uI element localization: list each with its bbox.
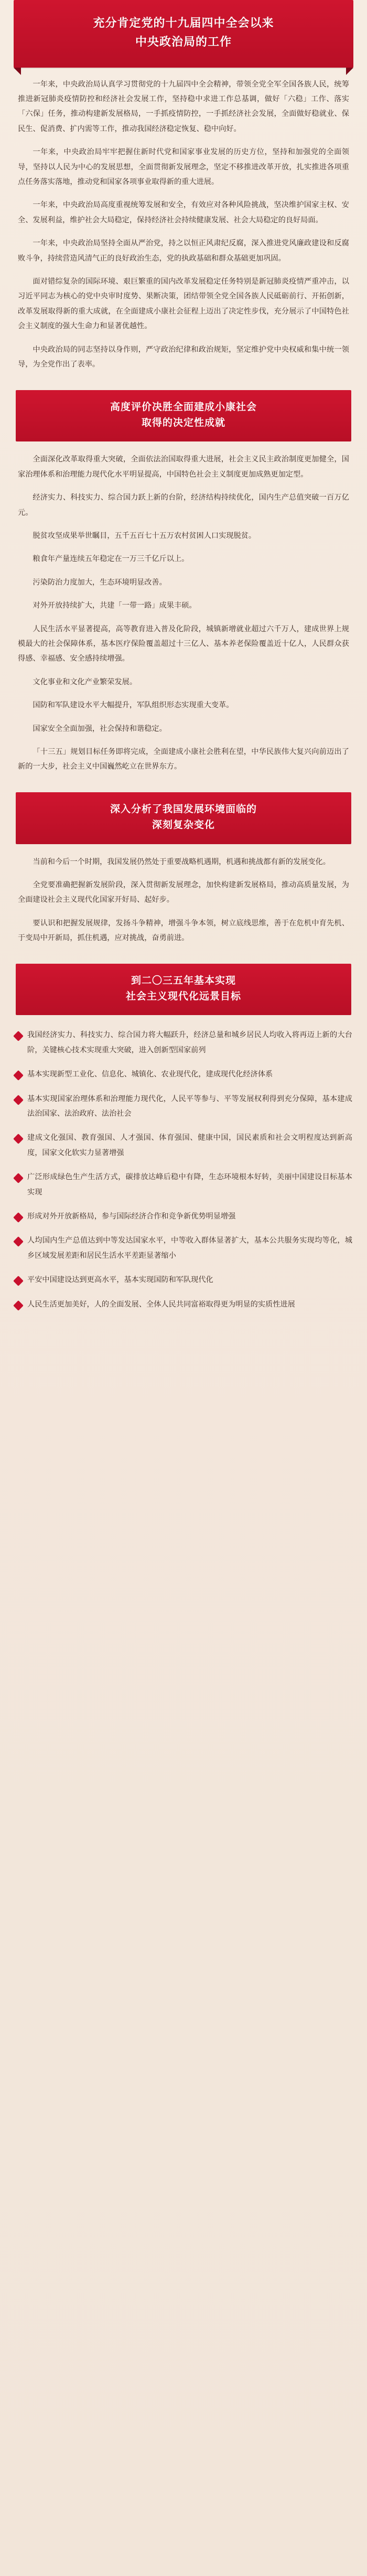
paragraph: 粮食年产量连续五年稳定在一万三千亿斤以上。: [33, 555, 189, 564]
section-title-line-2: 深刻复杂变化: [152, 820, 215, 831]
paragraph: 对外开放持续扩大，共建「一带一路」成果丰硕。: [33, 601, 197, 610]
list-item-label: 基本实现国家治理体系和治理能力现代化，人民平等参与、平等发展权利得到充分保障，基本建成法治国家、法治政府、法治社会: [27, 1094, 352, 1118]
paragraph: 经济实力、科技实力、综合国力跃上新的台阶，经济结构持续优化，国内生产总值突破一百万亿元。: [18, 493, 349, 517]
paragraph: 一年来，中央政治局高度重视统筹发展和安全，有效应对各种风险挑战，坚决维护国家主权、安全、发展利益，维护社会大局稳定，保持经济社会持续健康发展、社会大局稳定的良好局面。: [18, 201, 349, 224]
ribbon-notch-left-icon: [14, 68, 21, 75]
list-item: [15, 1170, 352, 1200]
diamond-bullet-icon: [13, 1300, 24, 1311]
list-item-label: 形成对外开放新格局，参与国际经济合作和竞争新优势明显增强: [27, 1212, 236, 1221]
page-title-line-2: 中央政治局的工作: [135, 35, 232, 49]
section-title-line-1: 到二〇三五年基本实现: [131, 975, 236, 986]
list-item-label: 人民生活更加美好，人的全面发展、全体人民共同富裕取得更为明显的实质性进展: [27, 1300, 295, 1309]
section-title-line-1: 深入分析了我国发展环境面临的: [110, 803, 257, 815]
paragraph: 全面深化改革取得重大突破，全面依法治国取得重大进展，社会主义民主政治制度更加健全，国家治理体系和治理能力现代化水平明显提高，中国特色社会主义制度更加成熟更加定型。: [18, 455, 349, 479]
section-header-goals-2035: [16, 964, 351, 1016]
paragraph: 污染防治力度加大，生态环境明显改善。: [33, 578, 167, 587]
paragraph: 一年来，中央政治局认真学习贯彻党的十九届四中全会精神，带领全党全军全国各族人民，统筹推进新冠肺炎疫情防控和经济社会发展工作，坚持稳中求进工作总基调，做好「六稳」工作、落实「六保」任务，推动构建新发展格局，一手抓疫情防控，一手抓经济社会发展，全面做好稳就业、保民生、促消费、扩内需等工作，推动我国经济稳定恢复、稳中向好。: [18, 80, 349, 133]
page-title-line-1: 充分肯定党的十九届四中全会以来: [93, 16, 274, 29]
list-item: [15, 1233, 352, 1263]
section-title-line-2: 社会主义现代化远景目标: [125, 990, 241, 1002]
paragraph: 「十三五」规划目标任务即将完成，全面建成小康社会胜利在望，中华民族伟大复兴向前迈出了新的一大步，社会主义中国巍然屹立在世界东方。: [18, 747, 349, 771]
page-banner: [0, 0, 367, 68]
list-item-label: 广泛形成绿色生产生活方式，碳排放达峰后稳中有降，生态环境根本好转，美丽中国建设目标基本实现: [27, 1173, 352, 1197]
list-item: [15, 1028, 352, 1058]
paragraph: 文化事业和文化产业繁荣发展。: [33, 677, 137, 686]
list-item: [15, 1092, 352, 1122]
diamond-bullet-icon: [13, 1237, 24, 1247]
intro-section: [0, 77, 367, 372]
list-item-label: 我国经济实力、科技实力、综合国力将大幅跃升，经济总量和城乡居民人均收入将再迈上新的大台阶，关键核心技术实现重大突破，进入创新型国家前列: [27, 1031, 352, 1054]
paragraph: 人民生活水平显著提高，高等教育进入普及化阶段，城镇新增就业超过六千万人，建成世界上规模最大的社会保障体系，基本医疗保险覆盖超过十三亿人、基本养老保险覆盖近十亿人，人民群众获得感、幸福感、安全感持续增强。: [18, 624, 349, 663]
diamond-bullet-icon: [13, 1070, 24, 1081]
diamond-bullet-icon: [13, 1031, 24, 1041]
goals-list: [0, 1026, 367, 1312]
list-item: [15, 1067, 352, 1082]
section-title-line-1: 高度评价决胜全面建成小康社会: [110, 401, 257, 413]
paragraph: 面对错综复杂的国际环境、艰巨繁重的国内改革发展稳定任务特别是新冠肺炎疫情严重冲击，以习近平同志为核心的党中央审时度势、果断决策，团结带领全党全国各族人民砥砺前行、开拓创新，改革发展取得新的重大成就，在全面建成小康社会征程上迈出了决定性步伐，充分展示了中国特色社会主义制度的强大生命力和显著优越性。: [18, 277, 349, 331]
diamond-bullet-icon: [13, 1276, 24, 1286]
list-item: [15, 1273, 352, 1287]
banner-inner: [14, 0, 353, 68]
list-item: [15, 1297, 352, 1312]
list-item: [15, 1209, 352, 1224]
paragraph: 一年来，中央政治局牢牢把握住新时代党和国家事业发展的历史方位，坚持和加强党的全面领导，坚持以人民为中心的发展思想，全面贯彻新发展理念，坚定不移推进改革开放，扎实推进各项重点任务落实落地，推动党和国家各项事业取得新的重大进展。: [18, 148, 349, 187]
list-item-label: 建成文化强国、教育强国、人才强国、体育强国、健康中国，国民素质和社会文明程度达到新高度，国家文化软实力显著增强: [27, 1134, 352, 1157]
diamond-bullet-icon: [13, 1173, 24, 1183]
bottom-spacer: [0, 1321, 367, 1327]
list-item-label: 人均国内生产总值达到中等发达国家水平，中等收入群体显著扩大，基本公共服务实现均等化，城乡区域发展差距和居民生活水平差距显著缩小: [27, 1236, 352, 1260]
section-title-line-2: 取得的决定性成就: [141, 417, 225, 428]
section-header-inner: [16, 792, 351, 844]
paragraph: 一年来，中央政治局坚持全面从严治党，持之以恒正风肃纪反腐，深入推进党风廉政建设和反腐败斗争，持续营造风清气正的良好政治生态，党的执政基础和群众基础更加巩固。: [18, 239, 349, 263]
list-item-label: 平安中国建设达到更高水平，基本实现国防和军队现代化: [27, 1276, 213, 1285]
paragraph: 全党要准确把握新发展阶段，深入贯彻新发展理念，加快构建新发展格局，推动高质量发展，为全面建设社会主义现代化国家开好局、起好步。: [18, 880, 349, 904]
paragraph: 当前和今后一个时期，我国发展仍然处于重要战略机遇期，机遇和挑战都有新的发展变化。: [33, 857, 330, 866]
paragraph: 国防和军队建设水平大幅提升，军队组织形态实现重大变革。: [33, 701, 234, 710]
diamond-bullet-icon: [13, 1095, 24, 1105]
ribbon-notch-right-icon: [346, 68, 353, 75]
section-header-achievements: [16, 390, 351, 442]
paragraph: 中央政治局的同志坚持以身作则，严守政治纪律和政治规矩，坚定维护党中央权威和集中统一领导，为全党作出了表率。: [18, 345, 349, 369]
section-body-environment: [0, 855, 367, 946]
section-header-inner: [16, 964, 351, 1016]
section-header-environment: [16, 792, 351, 844]
list-item-label: 基本实现新型工业化、信息化、城镇化、农业现代化，建成现代化经济体系: [27, 1070, 273, 1079]
paragraph: 国家安全全面加强，社会保持和谐稳定。: [33, 724, 167, 733]
paragraph: 要认识和把握发展规律，发扬斗争精神，增强斗争本领，树立底线思维，善于在危机中育先机、于变局中开新局，抓住机遇，应对挑战，奋勇前进。: [18, 919, 349, 943]
section-header-inner: [16, 390, 351, 442]
paragraph: 脱贫攻坚成果举世瞩目，五千五百七十五万农村贫困人口实现脱贫。: [33, 531, 256, 540]
list-item: [15, 1130, 352, 1160]
section-body-achievements: [0, 452, 367, 774]
diamond-bullet-icon: [13, 1212, 24, 1223]
diamond-bullet-icon: [13, 1134, 24, 1145]
